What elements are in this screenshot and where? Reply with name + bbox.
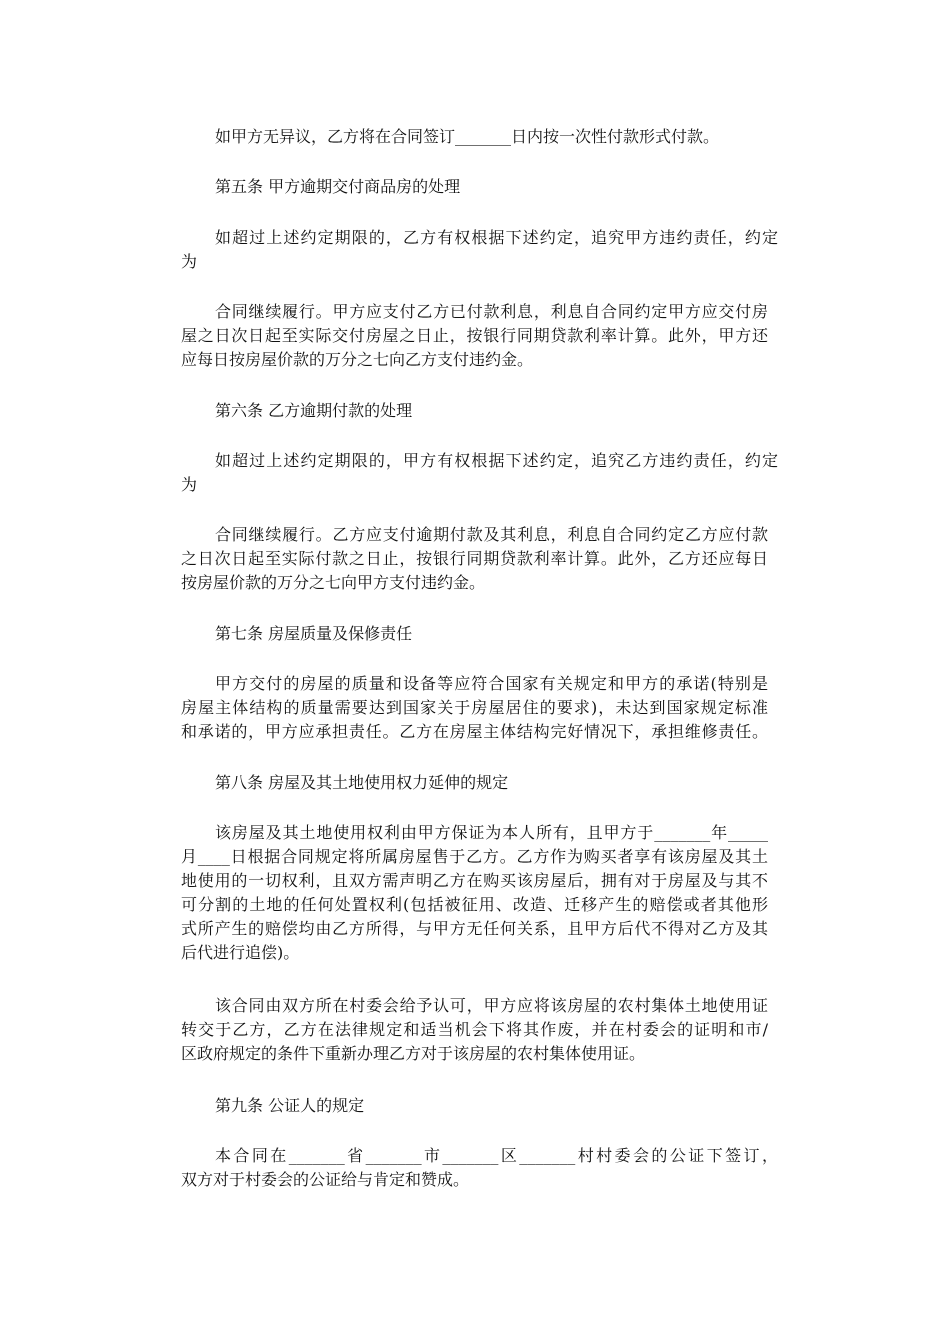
article-9-paragraph-line-1: 本合同在_______省_______市_______区_______村村委会的公证下签订， xyxy=(215,1146,778,1165)
article-8-paragraph-2-line-3: 区政府规定的条件下重新办理乙方对于该房屋的农村集体使用证。 xyxy=(181,1044,646,1063)
article-8-paragraph-1-line-1: 该房屋及其土地使用权利由甲方保证为本人所有，且甲方于_______年_____ xyxy=(215,823,768,842)
article-6-paragraph-2-line-2: 之日次日起至实际付款之日止，按银行同期贷款利率计算。此外，乙方还应每日 xyxy=(181,549,768,568)
article-8-paragraph-1-line-3: 地使用的一切权利，且双方需声明乙方在购买该房屋后，拥有对于房屋及与其不 xyxy=(181,871,768,890)
article-5-paragraph-1-line-2: 为 xyxy=(181,252,198,271)
article-5-paragraph-2-line-3: 应每日按房屋价款的万分之七向乙方支付违约金。 xyxy=(181,350,534,369)
article-6-paragraph-1-line-1: 如超过上述约定期限的，甲方有权根据下述约定，追究乙方违约责任，约定 xyxy=(215,451,778,470)
article-7-paragraph-line-1: 甲方交付的房屋的质量和设备等应符合国家有关规定和甲方的承诺(特别是 xyxy=(215,674,768,693)
article-5-paragraph-2-line-2: 屋之日次日起至实际交付房屋之日止，按银行同期贷款利率计算。此外，甲方还 xyxy=(181,326,768,345)
payment-term-line: 如甲方无异议，乙方将在合同签订_______日内按一次性付款形式付款。 xyxy=(215,127,720,146)
article-8-heading: 第八条 房屋及其土地使用权力延伸的规定 xyxy=(215,773,509,792)
article-5-paragraph-2-line-1: 合同继续履行。甲方应支付乙方已付款利息，利息自合同约定甲方应交付房 xyxy=(215,302,768,321)
article-8-paragraph-1-line-5: 式所产生的赔偿均由乙方所得，与甲方无任何关系，且甲方后代不得对乙方及其 xyxy=(181,919,768,938)
article-7-paragraph-line-2: 房屋主体结构的质量需要达到国家关于房屋居住的要求)，未达到国家规定标准 xyxy=(181,698,768,717)
article-7-heading: 第七条 房屋质量及保修责任 xyxy=(215,624,413,643)
article-9-heading: 第九条 公证人的规定 xyxy=(215,1096,365,1115)
article-8-paragraph-1-line-2: 月____日根据合同规定将所属房屋售于乙方。乙方作为购买者享有该房屋及其土 xyxy=(181,847,768,866)
article-9-paragraph-line-2: 双方对于村委会的公证给与肯定和赞成。 xyxy=(181,1170,470,1189)
article-7-paragraph-line-3: 和承诺的，甲方应承担责任。乙方在房屋主体结构完好情况下，承担维修责任。 xyxy=(181,722,768,741)
article-5-heading: 第五条 甲方逾期交付商品房的处理 xyxy=(215,177,461,196)
article-8-paragraph-1-line-6: 后代进行追偿)。 xyxy=(181,943,300,962)
article-6-paragraph-2-line-1: 合同继续履行。乙方应支付逾期付款及其利息，利息自合同约定乙方应付款 xyxy=(215,525,768,544)
article-6-paragraph-2-line-3: 按房屋价款的万分之七向甲方支付违约金。 xyxy=(181,573,486,592)
article-6-heading: 第六条 乙方逾期付款的处理 xyxy=(215,401,413,420)
article-8-paragraph-2-line-1: 该合同由双方所在村委会给予认可，甲方应将该房屋的农村集体土地使用证 xyxy=(215,996,768,1015)
article-6-paragraph-1-line-2: 为 xyxy=(181,475,198,494)
article-5-paragraph-1-line-1: 如超过上述约定期限的，乙方有权根据下述约定，追究甲方违约责任，约定 xyxy=(215,228,778,247)
article-8-paragraph-2-line-2: 转交于乙方，乙方在法律规定和适当机会下将其作废，并在村委会的证明和市/ xyxy=(181,1020,768,1039)
article-8-paragraph-1-line-4: 可分割的土地的任何处置权利(包括被征用、改造、迁移产生的赔偿或者其他形 xyxy=(181,895,768,914)
